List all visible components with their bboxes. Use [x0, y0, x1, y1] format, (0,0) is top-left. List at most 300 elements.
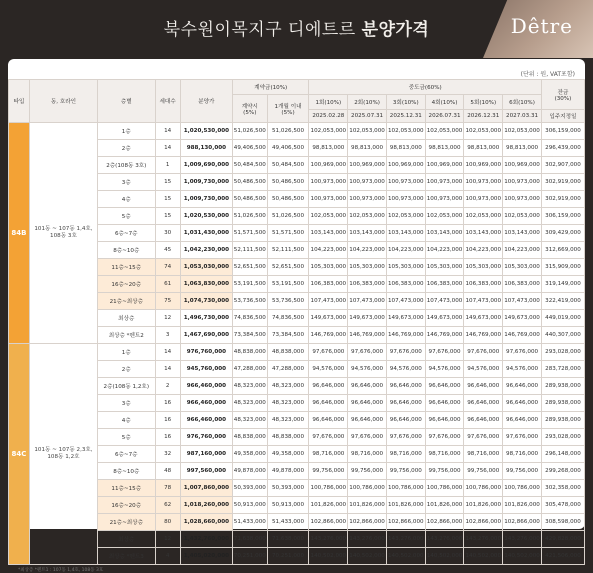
contract-2-cell: 71,638,000	[267, 531, 309, 548]
contract-1-cell: 52,111,500	[233, 242, 268, 259]
table-row	[9, 123, 585, 140]
middle-6-cell: 107,473,000	[503, 293, 542, 310]
brand-logo: Dêtre	[510, 14, 573, 38]
contract-1-cell: 49,878,000	[233, 463, 268, 480]
floor-cell: 1층	[97, 344, 155, 361]
middle-1-cell: 140,502,000	[309, 548, 348, 565]
middle-5-cell: 143,276,000	[464, 531, 503, 548]
middle-3-cell: 98,716,000	[386, 446, 425, 463]
count-cell: 78	[155, 480, 180, 497]
header-balance	[541, 80, 584, 110]
balance-cell: 429,828,000	[541, 531, 584, 548]
middle-2-cell: 98,716,000	[348, 446, 387, 463]
middle-5-cell: 96,646,000	[464, 395, 503, 412]
middle-5-cell: 97,676,000	[464, 344, 503, 361]
middle-3-cell: 102,053,000	[386, 208, 425, 225]
price-cell: 1,053,030,000	[180, 259, 232, 276]
price-table	[8, 79, 585, 565]
middle-2-cell: 96,646,000	[348, 395, 387, 412]
contract-1-cell: 50,486,500	[233, 191, 268, 208]
middle-3-cell: 96,646,000	[386, 412, 425, 429]
price-cell: 1,042,230,000	[180, 242, 232, 259]
contract-2-cell: 49,878,000	[267, 463, 309, 480]
price-cell: 1,405,020,000	[180, 548, 232, 565]
middle-1-cell: 103,143,000	[309, 225, 348, 242]
count-cell: 48	[155, 463, 180, 480]
floor-cell: 5층	[97, 208, 155, 225]
balance-cell: 302,919,000	[541, 191, 584, 208]
count-cell: 15	[155, 174, 180, 191]
header-contract-1	[233, 95, 268, 123]
middle-6-cell: 97,676,000	[503, 429, 542, 446]
contract-1-cell: 74,836,500	[233, 310, 268, 327]
contract-2-cell: 50,486,500	[267, 191, 309, 208]
dong-cell: 101동 ~ 107동 2,3호, 108동 1,2호	[29, 344, 97, 565]
header-middle-date-6: 2027.03.31	[503, 110, 542, 123]
footnote: *최상층 *펜트1 : 107동 1,4호, 108동 3호	[18, 568, 104, 573]
balance-cell: 293,028,000	[541, 344, 584, 361]
floor-cell: 2층(108동 3호)	[97, 157, 155, 174]
contract-1-sub: (5%)	[243, 109, 257, 116]
middle-1-cell: 96,646,000	[309, 378, 348, 395]
middle-6-cell: 96,646,000	[503, 395, 542, 412]
middle-3-cell: 101,826,000	[386, 497, 425, 514]
middle-5-cell: 98,813,000	[464, 140, 503, 157]
count-cell: 12	[155, 310, 180, 327]
middle-6-cell: 146,769,000	[503, 327, 542, 344]
balance-cell: 306,159,000	[541, 208, 584, 225]
contract-2-cell: 49,406,500	[267, 140, 309, 157]
middle-4-cell: 100,973,000	[425, 174, 464, 191]
middle-5-cell: 140,502,000	[464, 548, 503, 565]
middle-5-cell: 102,866,000	[464, 514, 503, 531]
floor-cell: 21층~최상층	[97, 293, 155, 310]
middle-2-cell: 143,276,000	[348, 531, 387, 548]
balance-cell: 449,019,000	[541, 310, 584, 327]
count-cell: 14	[155, 361, 180, 378]
contract-1-cell: 49,358,000	[233, 446, 268, 463]
balance-pct: (30%)	[554, 95, 572, 102]
balance-cell: 319,149,000	[541, 276, 584, 293]
floor-cell: 3층	[97, 174, 155, 191]
balance-cell: 312,669,000	[541, 242, 584, 259]
header-middle-4: 4회(10%)	[425, 95, 464, 110]
middle-3-cell: 100,969,000	[386, 157, 425, 174]
middle-2-cell: 149,673,000	[348, 310, 387, 327]
contract-1-cell: 50,484,500	[233, 157, 268, 174]
balance-cell: 296,148,000	[541, 446, 584, 463]
middle-1-cell: 100,969,000	[309, 157, 348, 174]
price-cell: 988,130,000	[180, 140, 232, 157]
header-middle-group: 중도금(60%)	[309, 80, 541, 95]
balance-cell: 299,268,000	[541, 463, 584, 480]
dong-cell: 101동 ~ 107동 1,4호, 108동 3호	[29, 123, 97, 344]
middle-5-cell: 100,969,000	[464, 157, 503, 174]
middle-6-cell: 99,756,000	[503, 463, 542, 480]
count-cell: 16	[155, 429, 180, 446]
middle-2-cell: 98,813,000	[348, 140, 387, 157]
contract-2-cell: 74,836,500	[267, 310, 309, 327]
middle-5-cell: 97,676,000	[464, 429, 503, 446]
floor-cell: 최상층 *펜트3	[97, 548, 155, 565]
contract-2-cell: 50,913,000	[267, 497, 309, 514]
count-cell: 12	[155, 531, 180, 548]
middle-4-cell: 101,826,000	[425, 497, 464, 514]
price-cell: 1,432,760,000	[180, 531, 232, 548]
middle-6-cell: 100,786,000	[503, 480, 542, 497]
price-cell: 1,007,860,000	[180, 480, 232, 497]
middle-2-cell: 96,646,000	[348, 378, 387, 395]
price-cell: 976,760,000	[180, 344, 232, 361]
middle-3-cell: 96,646,000	[386, 378, 425, 395]
count-cell: 30	[155, 225, 180, 242]
middle-4-cell: 102,053,000	[425, 208, 464, 225]
balance-cell: 308,598,000	[541, 514, 584, 531]
balance-cell: 302,907,000	[541, 157, 584, 174]
middle-4-cell: 146,769,000	[425, 327, 464, 344]
count-cell: 14	[155, 344, 180, 361]
middle-6-cell: 102,866,000	[503, 514, 542, 531]
price-cell: 1,467,690,000	[180, 327, 232, 344]
middle-4-cell: 100,786,000	[425, 480, 464, 497]
contract-1-cell: 53,191,500	[233, 276, 268, 293]
header-dong: 동, 호라인	[29, 80, 97, 123]
header-middle-5: 5회(10%)	[464, 95, 503, 110]
middle-5-cell: 102,053,000	[464, 208, 503, 225]
middle-5-cell: 146,769,000	[464, 327, 503, 344]
contract-2-cell: 48,323,000	[267, 395, 309, 412]
header-floor: 층별	[97, 80, 155, 123]
middle-3-cell: 107,473,000	[386, 293, 425, 310]
middle-5-cell: 96,646,000	[464, 412, 503, 429]
middle-6-cell: 96,646,000	[503, 412, 542, 429]
floor-cell: 5층	[97, 429, 155, 446]
middle-6-cell: 140,502,000	[503, 548, 542, 565]
header-middle-date-4: 2026.07.31	[425, 110, 464, 123]
contract-1-cell: 51,571,500	[233, 225, 268, 242]
middle-4-cell: 105,303,000	[425, 259, 464, 276]
contract-1-cell: 50,486,500	[233, 174, 268, 191]
floor-cell: 16층~20층	[97, 497, 155, 514]
middle-4-cell: 107,473,000	[425, 293, 464, 310]
balance-cell: 289,938,000	[541, 395, 584, 412]
floor-cell: 3층	[97, 395, 155, 412]
middle-6-cell: 96,646,000	[503, 378, 542, 395]
middle-4-cell: 102,053,000	[425, 123, 464, 140]
price-cell: 1,009,690,000	[180, 157, 232, 174]
middle-2-cell: 94,576,000	[348, 361, 387, 378]
middle-6-cell: 100,973,000	[503, 174, 542, 191]
middle-1-cell: 100,786,000	[309, 480, 348, 497]
floor-cell: 2층	[97, 361, 155, 378]
middle-2-cell: 140,502,000	[348, 548, 387, 565]
contract-2-cell: 48,838,000	[267, 344, 309, 361]
price-cell: 987,160,000	[180, 446, 232, 463]
middle-1-cell: 97,676,000	[309, 344, 348, 361]
middle-6-cell: 102,053,000	[503, 123, 542, 140]
header-middle-date-5: 2026.12.31	[464, 110, 503, 123]
count-cell: 14	[155, 140, 180, 157]
middle-3-cell: 98,813,000	[386, 140, 425, 157]
middle-4-cell: 104,223,000	[425, 242, 464, 259]
middle-3-cell: 105,303,000	[386, 259, 425, 276]
middle-2-cell: 146,769,000	[348, 327, 387, 344]
header-count: 세대수	[155, 80, 180, 123]
middle-4-cell: 96,646,000	[425, 412, 464, 429]
middle-3-cell: 106,383,000	[386, 276, 425, 293]
balance-label: 잔금	[557, 89, 569, 96]
middle-4-cell: 97,676,000	[425, 429, 464, 446]
table-row	[9, 344, 585, 361]
contract-2-cell: 51,026,500	[267, 123, 309, 140]
header-middle-date-3: 2025.12.31	[386, 110, 425, 123]
balance-cell: 302,358,000	[541, 480, 584, 497]
contract-2-cell: 47,288,000	[267, 361, 309, 378]
balance-cell: 283,728,000	[541, 361, 584, 378]
middle-2-cell: 100,973,000	[348, 174, 387, 191]
middle-1-cell: 146,769,000	[309, 327, 348, 344]
type-cell: 84B	[9, 123, 30, 344]
middle-2-cell: 102,053,000	[348, 208, 387, 225]
floor-cell: 4층	[97, 412, 155, 429]
contract-1-cell: 48,323,000	[233, 395, 268, 412]
middle-4-cell: 140,502,000	[425, 548, 464, 565]
middle-2-cell: 107,473,000	[348, 293, 387, 310]
balance-cell: 296,439,000	[541, 140, 584, 157]
contract-2-cell: 50,484,500	[267, 157, 309, 174]
middle-4-cell: 97,676,000	[425, 344, 464, 361]
middle-2-cell: 103,143,000	[348, 225, 387, 242]
middle-6-cell: 106,383,000	[503, 276, 542, 293]
middle-3-cell: 97,676,000	[386, 429, 425, 446]
middle-6-cell: 105,303,000	[503, 259, 542, 276]
contract-1-cell: 47,288,000	[233, 361, 268, 378]
middle-3-cell: 102,866,000	[386, 514, 425, 531]
balance-cell: 289,938,000	[541, 378, 584, 395]
middle-5-cell: 103,143,000	[464, 225, 503, 242]
middle-2-cell: 102,053,000	[348, 123, 387, 140]
price-cell: 1,063,830,000	[180, 276, 232, 293]
middle-1-cell: 100,973,000	[309, 174, 348, 191]
price-cell: 1,020,530,000	[180, 208, 232, 225]
middle-2-cell: 100,786,000	[348, 480, 387, 497]
middle-2-cell: 104,223,000	[348, 242, 387, 259]
contract-2-cell: 51,571,500	[267, 225, 309, 242]
balance-cell: 421,506,000	[541, 548, 584, 565]
contract-1-cell: 48,838,000	[233, 344, 268, 361]
middle-6-cell: 143,276,000	[503, 531, 542, 548]
price-cell: 966,460,000	[180, 378, 232, 395]
middle-4-cell: 99,756,000	[425, 463, 464, 480]
contract-2-cell: 49,358,000	[267, 446, 309, 463]
middle-3-cell: 102,053,000	[386, 123, 425, 140]
header-balance-date: 입주지정일	[541, 110, 584, 123]
middle-2-cell: 106,383,000	[348, 276, 387, 293]
middle-1-cell: 96,646,000	[309, 412, 348, 429]
contract-2-cell: 50,393,000	[267, 480, 309, 497]
contract-2-cell: 70,251,000	[267, 548, 309, 565]
price-cell: 1,009,730,000	[180, 191, 232, 208]
balance-cell: 306,159,000	[541, 123, 584, 140]
middle-2-cell: 105,303,000	[348, 259, 387, 276]
contract-2-cell: 50,486,500	[267, 174, 309, 191]
middle-6-cell: 101,826,000	[503, 497, 542, 514]
contract-2-cell: 51,433,000	[267, 514, 309, 531]
middle-1-cell: 94,576,000	[309, 361, 348, 378]
contract-1-label: 계약시	[241, 103, 258, 110]
balance-cell: 322,419,000	[541, 293, 584, 310]
balance-cell: 315,909,000	[541, 259, 584, 276]
middle-6-cell: 98,716,000	[503, 446, 542, 463]
middle-3-cell: 99,756,000	[386, 463, 425, 480]
count-cell: 14	[155, 123, 180, 140]
middle-1-cell: 104,223,000	[309, 242, 348, 259]
middle-4-cell: 106,383,000	[425, 276, 464, 293]
middle-3-cell: 100,973,000	[386, 174, 425, 191]
floor-cell: 8층~10층	[97, 463, 155, 480]
middle-4-cell: 98,813,000	[425, 140, 464, 157]
floor-cell: 2층	[97, 140, 155, 157]
contract-1-cell: 51,026,500	[233, 208, 268, 225]
middle-6-cell: 97,676,000	[503, 344, 542, 361]
middle-1-cell: 100,973,000	[309, 191, 348, 208]
contract-1-cell: 48,323,000	[233, 378, 268, 395]
contract-1-cell: 48,323,000	[233, 412, 268, 429]
contract-2-cell: 52,111,500	[267, 242, 309, 259]
header-type: 타입	[9, 80, 30, 123]
middle-5-cell: 104,223,000	[464, 242, 503, 259]
contract-1-cell: 71,638,000	[233, 531, 268, 548]
count-cell: 32	[155, 446, 180, 463]
middle-2-cell: 99,756,000	[348, 463, 387, 480]
title-main: 북수원이목지구 디에트르	[163, 20, 362, 40]
count-cell: 62	[155, 497, 180, 514]
floor-cell: 6층~7층	[97, 446, 155, 463]
count-cell: 80	[155, 514, 180, 531]
middle-4-cell: 96,646,000	[425, 395, 464, 412]
middle-3-cell: 96,646,000	[386, 395, 425, 412]
unit-note: (단위 : 원, VAT포함)	[520, 71, 575, 78]
contract-1-cell: 48,838,000	[233, 429, 268, 446]
count-cell: 3	[155, 327, 180, 344]
middle-5-cell: 149,673,000	[464, 310, 503, 327]
middle-6-cell: 100,969,000	[503, 157, 542, 174]
middle-2-cell: 102,866,000	[348, 514, 387, 531]
contract-2-cell: 73,384,500	[267, 327, 309, 344]
middle-1-cell: 98,813,000	[309, 140, 348, 157]
count-cell: 15	[155, 208, 180, 225]
middle-5-cell: 96,646,000	[464, 378, 503, 395]
balance-cell: 440,307,000	[541, 327, 584, 344]
floor-cell: 21층~최상층	[97, 514, 155, 531]
contract-2-cell: 51,026,500	[267, 208, 309, 225]
header-middle-3: 3회(10%)	[386, 95, 425, 110]
floor-cell: 최상층	[97, 310, 155, 327]
price-cell: 1,074,730,000	[180, 293, 232, 310]
count-cell: 15	[155, 191, 180, 208]
middle-2-cell: 96,646,000	[348, 412, 387, 429]
contract-1-cell: 73,384,500	[233, 327, 268, 344]
count-cell: 75	[155, 293, 180, 310]
contract-1-cell: 51,026,500	[233, 123, 268, 140]
middle-3-cell: 104,223,000	[386, 242, 425, 259]
contract-1-cell: 50,393,000	[233, 480, 268, 497]
middle-6-cell: 102,053,000	[503, 208, 542, 225]
count-cell: 1	[155, 157, 180, 174]
middle-3-cell: 146,769,000	[386, 327, 425, 344]
count-cell: 4	[155, 548, 180, 565]
middle-3-cell: 94,576,000	[386, 361, 425, 378]
page-header	[0, 0, 593, 58]
contract-1-cell: 70,251,000	[233, 548, 268, 565]
middle-1-cell: 143,276,000	[309, 531, 348, 548]
header-middle-6: 6회(10%)	[503, 95, 542, 110]
middle-5-cell: 107,473,000	[464, 293, 503, 310]
balance-cell: 293,028,000	[541, 429, 584, 446]
price-cell: 1,028,660,000	[180, 514, 232, 531]
middle-2-cell: 100,969,000	[348, 157, 387, 174]
header-contract-2	[267, 95, 309, 123]
middle-1-cell: 107,473,000	[309, 293, 348, 310]
header-middle-date-2: 2025.07.31	[348, 110, 387, 123]
price-cell: 1,009,730,000	[180, 174, 232, 191]
middle-5-cell: 101,826,000	[464, 497, 503, 514]
middle-5-cell: 94,576,000	[464, 361, 503, 378]
middle-1-cell: 101,826,000	[309, 497, 348, 514]
middle-6-cell: 98,813,000	[503, 140, 542, 157]
middle-5-cell: 100,973,000	[464, 191, 503, 208]
middle-4-cell: 98,716,000	[425, 446, 464, 463]
price-cell: 966,460,000	[180, 395, 232, 412]
title-highlight: 분양가격	[361, 20, 430, 40]
header-middle-1: 1회(10%)	[309, 95, 348, 110]
price-cell: 966,460,000	[180, 412, 232, 429]
middle-2-cell: 97,676,000	[348, 429, 387, 446]
count-cell: 2	[155, 378, 180, 395]
contract-2-sub: (5%)	[281, 109, 295, 116]
floor-cell: 1층	[97, 123, 155, 140]
middle-5-cell: 99,756,000	[464, 463, 503, 480]
price-cell: 1,031,430,000	[180, 225, 232, 242]
contract-1-cell: 53,736,500	[233, 293, 268, 310]
contract-2-cell: 52,651,500	[267, 259, 309, 276]
middle-6-cell: 100,973,000	[503, 191, 542, 208]
floor-cell: 8층~10층	[97, 242, 155, 259]
contract-1-cell: 49,406,500	[233, 140, 268, 157]
count-cell: 16	[155, 412, 180, 429]
middle-3-cell: 140,502,000	[386, 548, 425, 565]
middle-1-cell: 105,303,000	[309, 259, 348, 276]
middle-3-cell: 100,973,000	[386, 191, 425, 208]
contract-1-cell: 52,651,500	[233, 259, 268, 276]
price-table-body	[9, 123, 585, 565]
middle-5-cell: 98,716,000	[464, 446, 503, 463]
middle-3-cell: 97,676,000	[386, 344, 425, 361]
contract-2-label: 1개월 이내	[274, 103, 302, 110]
count-cell: 16	[155, 395, 180, 412]
balance-cell: 289,938,000	[541, 412, 584, 429]
header-middle-2: 2회(10%)	[348, 95, 387, 110]
price-cell: 1,496,730,000	[180, 310, 232, 327]
middle-1-cell: 106,383,000	[309, 276, 348, 293]
middle-2-cell: 101,826,000	[348, 497, 387, 514]
header-middle-date-1: 2025.02.28	[309, 110, 348, 123]
contract-2-cell: 48,323,000	[267, 378, 309, 395]
contract-2-cell: 48,838,000	[267, 429, 309, 446]
price-cell: 1,020,530,000	[180, 123, 232, 140]
middle-1-cell: 98,716,000	[309, 446, 348, 463]
middle-2-cell: 97,676,000	[348, 344, 387, 361]
